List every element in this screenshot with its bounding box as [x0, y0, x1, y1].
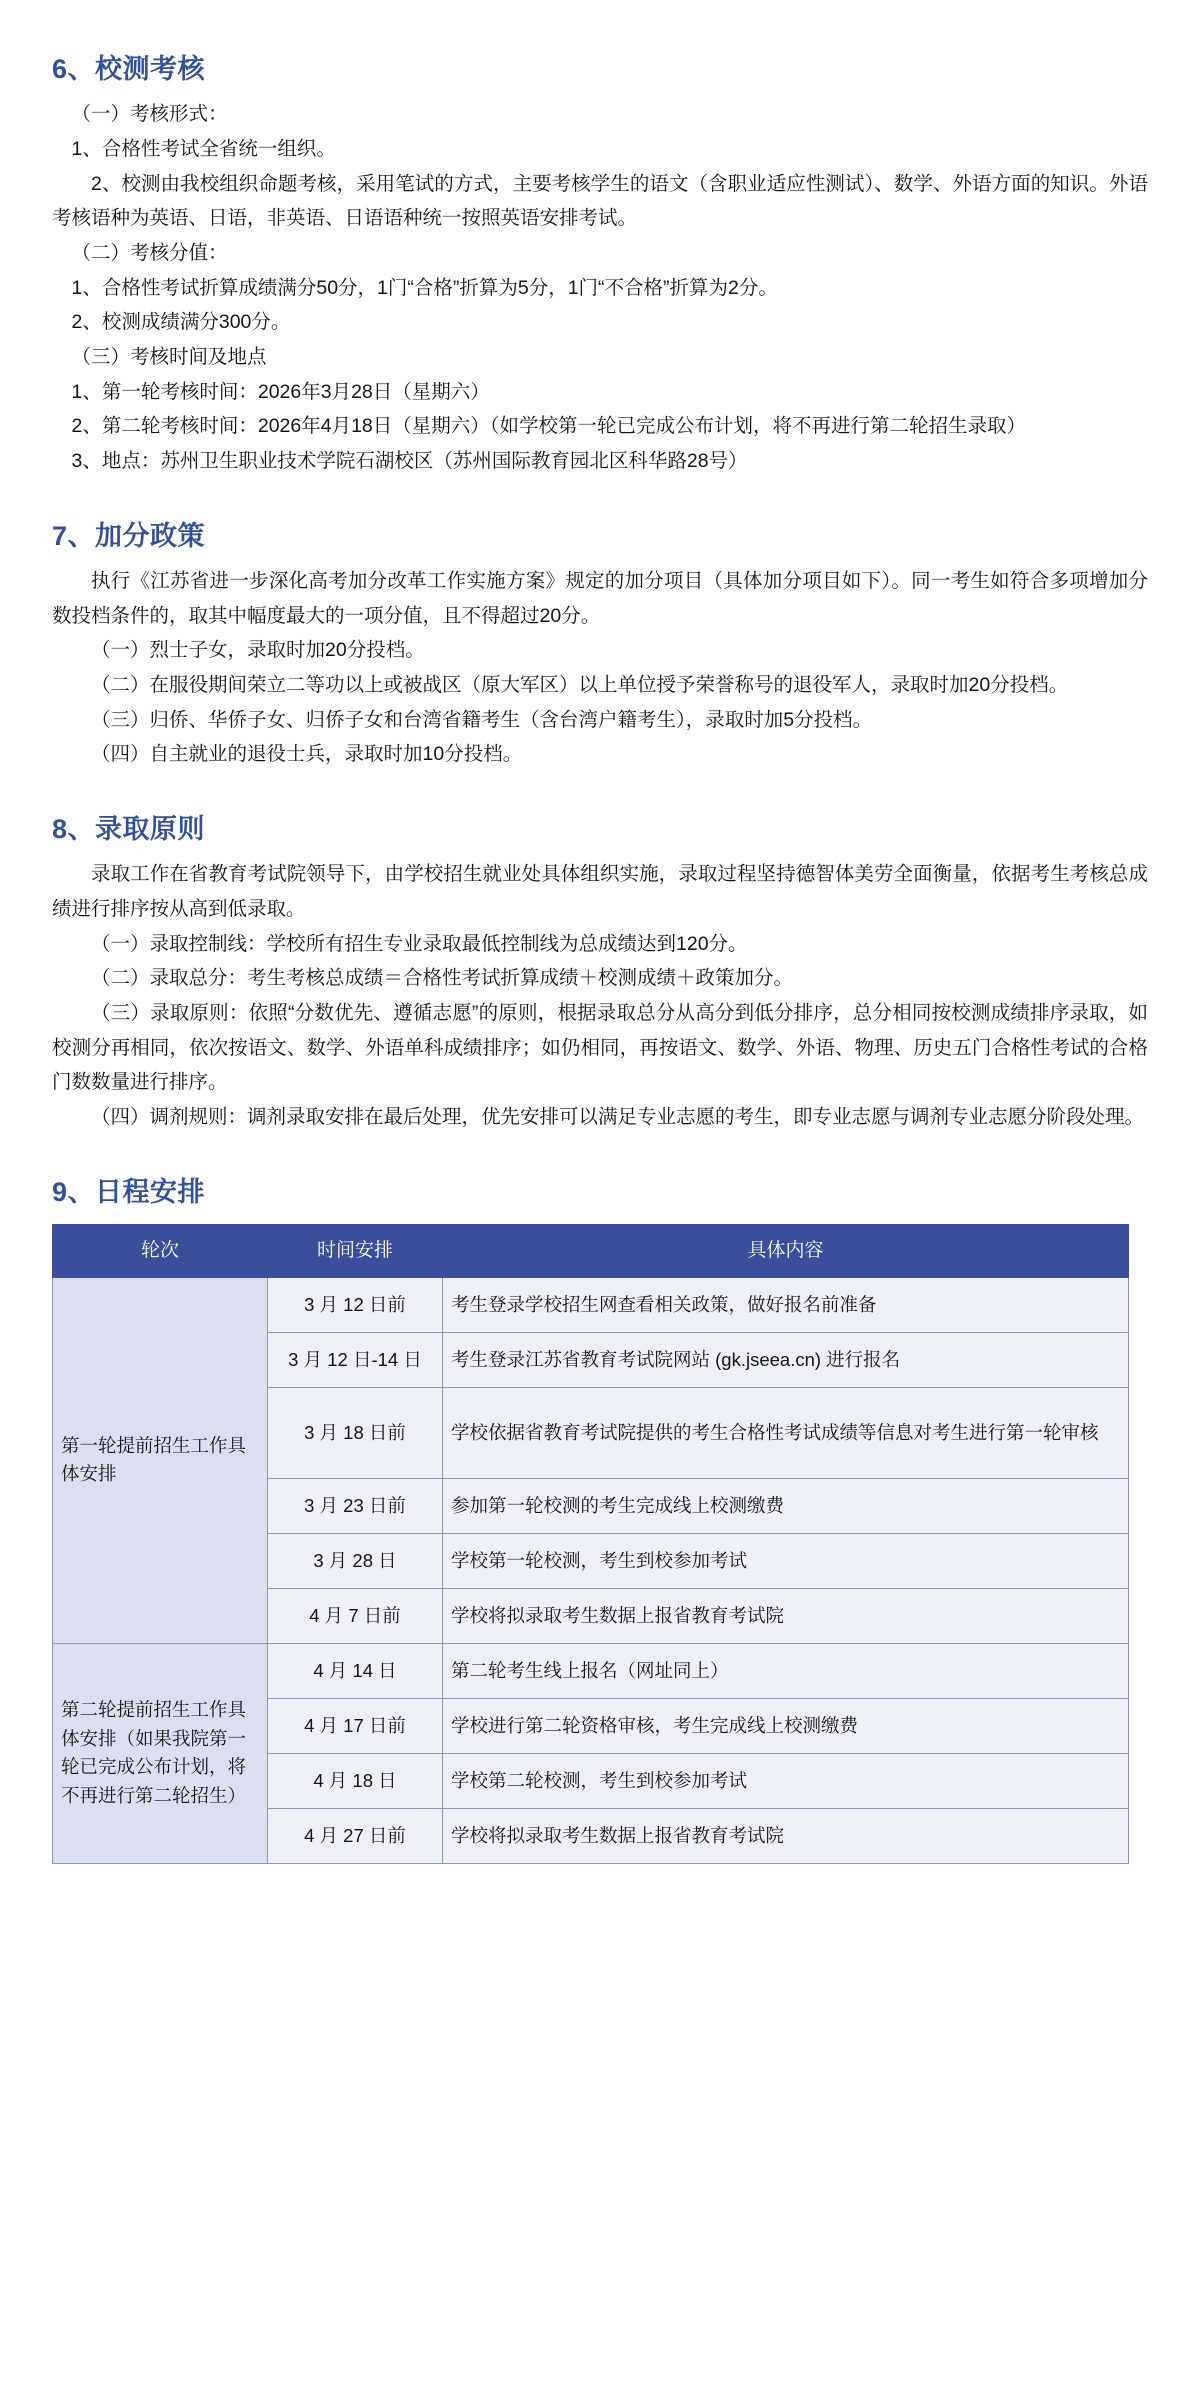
schedule-table	[52, 1224, 1129, 1864]
column-header-content: 具体内容	[443, 1224, 1129, 1277]
content-cell: 考生登录学校招生网查看相关政策，做好报名前准备	[443, 1277, 1129, 1332]
paragraph: 录取工作在省教育考试院领导下，由学校招生就业处具体组织实施，录取过程坚持德智体美劳全面衡量，依据考生考核总成绩进行排序按从高到低录取。	[52, 863, 1148, 920]
paragraph: 执行《江苏省进一步深化高考加分改革工作实施方案》规定的加分项目（具体加分项目如下）。同一考生如符合多项增加分数投档条件的，取其中幅度最大的一项分值，且不得超过20分。	[52, 569, 1148, 627]
section-6-body	[52, 97, 1148, 479]
time-cell: 4 月 17 日前	[268, 1698, 443, 1753]
paragraph: （四）自主就业的退役士兵，录取时加10分投档。	[91, 743, 523, 766]
paragraph: 1、第一轮考核时间：2026年3月28日（星期六）	[71, 380, 490, 403]
time-cell: 3 月 18 日前	[268, 1387, 443, 1478]
content-cell: 学校进行第二轮资格审核，考生完成线上校测缴费	[443, 1698, 1129, 1753]
paragraph: 1、合格性考试全省统一组织。	[71, 137, 336, 160]
content-cell: 参加第一轮校测的考生完成线上校测缴费	[443, 1478, 1129, 1533]
content-cell: 学校依据省教育考试院提供的考生合格性考试成绩等信息对考生进行第一轮审核	[443, 1387, 1129, 1478]
paragraph: 2、第二轮考核时间：2026年4月18日（星期六）（如学校第一轮已完成公布计划，将不再进行第二轮招生录取）	[71, 415, 1027, 438]
column-header-time: 时间安排	[268, 1224, 443, 1277]
paragraph: （一）烈士子女，录取时加20分投档。	[91, 639, 425, 662]
paragraph: （一）录取控制线：学校所有招生专业录取最低控制线为总成绩达到120分。	[91, 932, 748, 955]
section-7-title: 7、加分政策	[52, 520, 206, 551]
paragraph: （四）调剂规则：调剂录取安排在最后处理，优先安排可以满足专业志愿的考生，即专业志愿与调剂专业志愿分阶段处理。	[91, 1106, 1145, 1129]
content-cell: 第二轮考生线上报名（网址同上）	[443, 1643, 1129, 1698]
time-cell: 3 月 12 日前	[268, 1277, 443, 1332]
paragraph: （一）考核形式：	[71, 103, 228, 126]
section-8	[52, 812, 1148, 1135]
content-cell: 学校将拟录取考生数据上报省教育考试院	[443, 1588, 1129, 1643]
paragraph: 2、校测由我校组织命题考核，采用笔试的方式，主要考核学生的语文（含职业适应性测试）、数学、外语方面的知识。外语考核语种为英语、日语，非英语、日语语种统一按照英语安排考试。	[52, 172, 1148, 230]
content-cell: 学校第二轮校测，考生到校参加考试	[443, 1753, 1129, 1808]
paragraph: （二）在服役期间荣立二等功以上或被战区（原大军区）以上单位授予荣誉称号的退役军人，录取时加20分投档。	[91, 674, 1069, 697]
paragraph: （三）录取原则：依照“分数优先、遵循志愿”的原则，根据录取总分从高分到低分排序，总分相同按校测成绩排序录取，如校测分再相同，依次按语文、数学、外语单科成绩排序；如仍相同，再按语文、数学、外语、物理、历史五门合格性考试的合格门数数量进行排序。	[52, 1002, 1148, 1094]
table-row	[53, 1277, 1129, 1332]
paragraph: 3、地点：苏州卫生职业技术学院石湖校区（苏州国际教育园北区科华路28号）	[71, 450, 748, 473]
section-8-body	[52, 857, 1148, 1135]
paragraph: （二）录取总分：考生考核总成绩＝合格性考试折算成绩＋校测成绩＋政策加分。	[91, 967, 794, 990]
table-header-row	[53, 1224, 1129, 1277]
paragraph: 1、合格性考试折算成绩满分50分，1门“合格”折算为5分，1门“不合格”折算为2分。	[71, 276, 778, 299]
table-row	[53, 1643, 1129, 1698]
section-9	[52, 1175, 1148, 1864]
time-cell: 3 月 12 日-14 日	[268, 1332, 443, 1387]
time-cell: 4 月 14 日	[268, 1643, 443, 1698]
content-cell: 考生登录江苏省教育考试院网站 (gk.jseea.cn) 进行报名	[443, 1332, 1129, 1387]
time-cell: 4 月 18 日	[268, 1753, 443, 1808]
content-cell: 学校将拟录取考生数据上报省教育考试院	[443, 1808, 1129, 1863]
section-7-body	[52, 564, 1148, 772]
schedule-table-body	[53, 1277, 1129, 1863]
section-6	[52, 52, 1148, 479]
time-cell: 4 月 7 日前	[268, 1588, 443, 1643]
schedule-table-head	[53, 1224, 1129, 1277]
round-label-cell: 第二轮提前招生工作具体安排（如果我院第一轮已完成公布计划，将不再进行第二轮招生）	[53, 1643, 268, 1863]
time-cell: 3 月 23 日前	[268, 1478, 443, 1533]
content-cell: 学校第一轮校测，考生到校参加考试	[443, 1533, 1129, 1588]
section-9-title: 9、日程安排	[52, 1176, 206, 1207]
paragraph: （二）考核分值：	[71, 241, 228, 264]
time-cell: 3 月 28 日	[268, 1533, 443, 1588]
paragraph: （三）归侨、华侨子女、归侨子女和台湾省籍考生（含台湾户籍考生），录取时加5分投档。	[91, 708, 873, 731]
time-cell: 4 月 27 日前	[268, 1808, 443, 1863]
column-header-round: 轮次	[53, 1224, 268, 1277]
round-label-cell: 第一轮提前招生工作具体安排	[53, 1277, 268, 1643]
section-7	[52, 519, 1148, 772]
paragraph: （三）考核时间及地点	[71, 346, 267, 369]
section-6-title: 6、校测考核	[52, 54, 206, 84]
paragraph: 2、校测成绩满分300分。	[71, 311, 291, 334]
section-8-title: 8、录取原则	[52, 814, 206, 845]
